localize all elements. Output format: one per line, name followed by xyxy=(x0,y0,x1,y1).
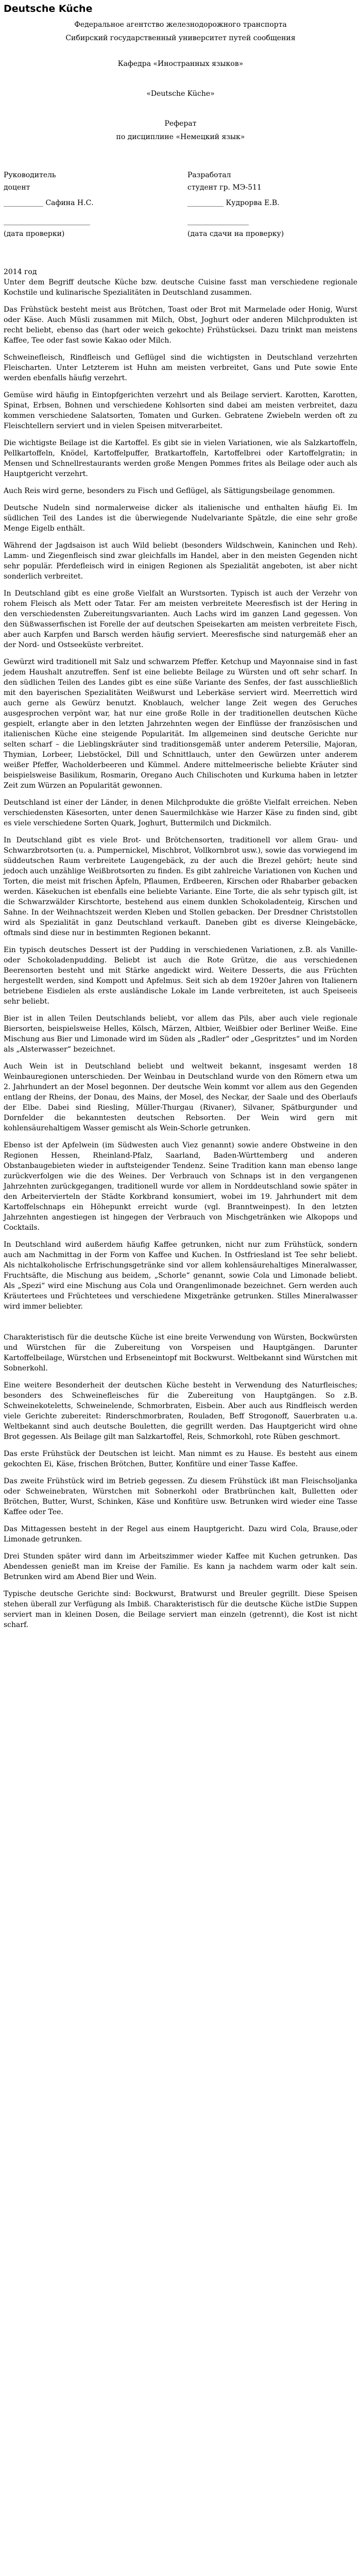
supervisor-date-note: (дата проверки) xyxy=(4,230,65,238)
supervisor-title: доцент xyxy=(4,183,30,192)
author-name: __________ Кудрорва Е.В. xyxy=(187,199,280,207)
university-line: Сибирский государственный университет путей сообщения xyxy=(65,34,296,42)
paragraph: Das zweite Frühstück wird im Betrieb gegessen. Zu diesem Frühstück ißt man Fleischsoljanka oder Schweinebraten, Würstchen mit Sobnerkohl oder Bratbrünchen kalt, Bulletten oder Brötchen, Butter, Wurst, Schinken, Käse und Konfitüre usw. Betrunken wird wieder eine Tasse Kaffee oder Tee. xyxy=(4,1477,357,1516)
paragraph: Das Mittagessen besteht in der Regel aus einem Hauptgericht. Dazu wird Cola, Brause,oder Limonade getrunken. xyxy=(4,1525,357,1544)
paragraph: Das erste Frühstück der Deutschen ist leicht. Man nimmt es zu Hause. Es besteht aus einem gekochten Ei, Käse, frischen Brötchen, Butter, Konfitüre und einer Tasse Kaffee. xyxy=(4,1450,357,1468)
supervisor-date-line: ________________________ xyxy=(4,217,90,226)
paragraph: In Deutschland gibt es eine große Vielfalt an Wurstsorten. Typisch ist auch der Verzehr von rohem Fleisch als Mett oder Tatar. Fer am meisten verbreitete Meeresfisch ist der Hering in den verschiedensten Zubereitungsvarianten. Auch Lachs wird im ganzen Land gegessen. Von den Süßwasserfischen ist Forelle der auf deutschen Speisekarten am meisten verbreitete Fisch, aber auch Karpfen und Barsch werden häufig serviert. Meeresfische sind naturgemäß eher an der Nord- und Ostseeküste verbreitet. xyxy=(4,589,357,649)
paragraph: Bier ist in allen Teilen Deutschlands beliebt, vor allem das Pils, aber auch viele regionale Biersorten, beispielsweise Helles, Kölsch, Märzen, Altbier, Weißbier oder Berliner Weiße. Eine Mischung aus Bier und Limonade wird im Süden als „Radler“ oder „Gespritztes“ und im Norden als „Alsterwasser“ bezeichnet. xyxy=(4,1014,357,1054)
author-date-note: (дата сдачи на проверку) xyxy=(187,230,284,238)
signature-block xyxy=(4,169,357,240)
paragraph: Unter dem Begriff deutsche Küche bzw. deutsche Cuisine fasst man verschiedene regionale Kochstile und kulinarische Spezialitäten in Deutschland zusammen. xyxy=(4,278,357,297)
document-title: Deutsche Küche xyxy=(4,3,93,14)
paragraph: Deutschland ist einer der Länder, in denen Milchprodukte die größte Vielfalt erreichen. Neben verschiedensten Käsesorten, unter denen Sauermilchkäse wie Harzer Käse zu finden sind, gibt es viele verschiedene Sorten Quark, Joghurt, Buttermilch und Dickmilch. xyxy=(4,799,357,827)
year-line: 2014 год xyxy=(4,268,37,276)
department-line: Кафедра «Иностранных языков» xyxy=(117,60,244,68)
discipline-line: по дисциплине «Немецкий язык» xyxy=(116,133,245,141)
work-type-line: Реферат xyxy=(164,120,197,128)
paragraph: In Deutschland wird außerdem häufig Kaffee getrunken, nicht nur zum Frühstück, sondern auch am Nachmittag in der Form von Kaffee und Kuchen. In Ostfriesland ist Tee sehr beliebt. Als nichtalkoholische Erfrischungsgetränke sind vor allem kohlensäurehaltiges Mineralwasser, Fruchtsäfte, die Mischung aus beidem, „Schorle“ genannt, sowie Cola und Limonade beliebt. Als „Spezi“ wird eine Mischung aus Cola und Orangenlimonade bezeichnet. Gern werden auch Kräutertees und Früchtetees und verschiedene Mixgetränke getrunken. Stilles Mineralwasser wird immer beliebter. xyxy=(4,1241,357,1311)
paragraph: Eine weitere Besonderheit der deutschen Küche besteht in Verwendung des Naturfleisches; besonders des Schweinefleisches für die Zubereitung von Hauptgängen. So z.B. Schweinekoteletts, Schweinelende, Schmorbraten, Eisbein. Aber auch aus Rindfleisch werden viele Gerichte zubereitet: Rinderschmorbraten, Rouladen, Beff Strogonoff, Sauerbraten u.a. Weltbekannt sind auch deutsche Bouletten, die gegrillt werden. Das Hauptgericht wird ohne Brot gegessen. Als Beilage gilt man Salzkartoffel, Reis, Schmorkohl, rote Rüben geschmort. xyxy=(4,1381,357,1441)
supervisor-role: Руководитель xyxy=(4,171,56,179)
paragraph: Gewürzt wird traditionell mit Salz und schwarzem Pfeffer. Ketchup und Mayonnaise sind in fast jedem Haushalt anzutreffen. Senf ist eine beliebte Beilage zu Würsten und oft sehr scharf. In den südlichen Teilen des Landes gibt es eine süße Variante des Senfes, der fast ausschließlich mit den bayerischen Spezialitäten Weißwurst und Leberkäse serviert wird. Meerrettich wird auch gerne als Gewürz benutzt. Knoblauch, welcher lange Zeit wegen des Geruches ausgesprochen verpönt war, hat nur eine große Rolle in der traditionellen deutschen Küche gespielt, erlangte aber in den letzten Jahrzehnten wegen der Einflüsse der französischen und italienischen Küche eine steigende Popularität. Im allgemeinen sind deutsche Gerichte nur selten scharf – die Lieblingskräuter sind traditionsgemäß unter anderem Petersilie, Majoran, Thymian, Lorbeer, Liebstöckel, Dill und Schnittlauch, unter den Gewürzen unter anderem weißer Pfeffer, Wacholderbeeren und Kümmel. Andere mittelmeerische beliebte Kräuter sind beispielsweise Basilikum, Rosmarin, Oregano Auch Chilischoten und Kurkuma haben in letzter Zeit zum Würzen an Popularität gewonnen. xyxy=(4,658,357,790)
paragraph: Die wichtigste Beilage ist die Kartoffel. Es gibt sie in vielen Variationen, wie als Salzkartoffeln, Pellkartoffeln, Knödel, Kartoffelpuffer, Bratkartoffeln, Kartoffelbrei oder Kartoffelgratin; in Mensen und Schnellrestaurants werden große Mengen Pommes frites als Beilage oder auch als Hauptgericht verzehrt. xyxy=(4,439,357,478)
author-group: студент гр. МЭ-511 xyxy=(187,183,262,192)
document-body xyxy=(4,277,357,1630)
author-date-line: _________________ xyxy=(187,217,249,226)
topic-line: «Deutsche Küche» xyxy=(146,90,215,98)
paragraph: Während der Jagdsaison ist auch Wild beliebt (besonders Wildschwein, Kaninchen und Reh). Lamm- und Ziegenfleisch sind zwar gleichfalls im Handel, aber in den meisten Gegenden nicht sehr populär. Pferdefleisch wird in einigen Regionen als Spezialität angeboten, ist aber nicht sonderlich verbreitet. xyxy=(4,541,357,581)
paragraph: Deutsche Nudeln sind normalerweise dicker als italienische und enthalten häufig Ei. Im südlichen Teil des Landes ist die überwiegende Nudelvariante Spätzle, die eine sehr große Menge Eigelb enthält. xyxy=(4,504,357,533)
supervisor-name: ___________ Сафина Н.С. xyxy=(4,199,94,207)
paragraph: Ein typisch deutsches Dessert ist der Pudding in verschiedenen Variationen, z.B. als Vanille- oder Schokoladenpudding. Beliebt ist auch die Rote Grütze, die aus verschiedenen Beerensorten besteht und mit Stärke angedickt wird. Weitere Desserts, die aus Früchten hergestellt werden, sind Kompott und Apfelmus. Seit sich ab dem 1920er Jahren von Italienern betriebene Eisdielen als erste ausländische Lokale im Lande verbreiteten, ist auch Speiseeis sehr beliebt. xyxy=(4,946,357,1006)
paragraph: Ebenso ist der Apfelwein (im Südwesten auch Viez genannt) sowie andere Obstweine in den Regionen Hessen, Rheinland-Pfalz, Saarland, Baden-Württemberg und anderen Obstanbaugebieten wieder in auftsteigender Tendenz. Seine Tradition kann man ebenso lange zurückverfolgen wie die des Weines. Der Verbrauch von Schnaps ist in den vergangenen Jahrzehnten zurückgegangen, traditionell wurde vor allem in Norddeutschland sowie später in den Arbeitervierteln der Städte Korkbrand konsumiert, wobei im 19. Jahrhundert mit dem Kartoffelschnaps ein Höhepunkt erreicht wurde (vgl. Branntweinpest). In den letzten Jahrzehnten angestiegen ist hingegen der Verbrauch von Mischgetränken wie Alkopops und Cocktails. xyxy=(4,1141,357,1232)
paragraph: Typische deutsche Gerichte sind: Bockwurst, Bratwurst und Breuler gegrillt. Diese Speisen stehen überall zur Verfügung als Imbiß. Charakteristisch für die deutsche Küche istDie Suppen serviert man in kleinen Dosen, die Beilage serviert man einzeln (getrennt), die Kost ist nicht scharf. xyxy=(4,1590,357,1629)
paragraph: Das Frühstück besteht meist aus Brötchen, Toast oder Brot mit Marmelade oder Honig, Wurst oder Käse. Auch Müsli zusammen mit Milch, Obst, Joghurt oder anderen Milchprodukten ist recht beliebt, ebenso das (hart oder weich gekochte) Frühstücksei. Dazu trinkt man meistens Kaffee, Tee oder fast sowie Kakao oder Milch. xyxy=(4,306,357,345)
paragraph: Charakteristisch für die deutsche Küche ist eine breite Verwendung von Würsten, Bockwürsten und Würstchen für die Zubereitung von Vorspeisen und Hauptgängen. Darunter Kartoffelbeilage, Würstchen und Erbseneintopf mit Bockwurst. Weltbekannt sind Würstchen mit Sobnerkohl. xyxy=(4,1333,357,1372)
paragraph: In Deutschland gibt es viele Brot- und Brötchensorten, traditionell vor allem Grau- und Schwarzbrotsorten (u. a. Pumpernickel, Mischbrot, Vollkornbrot usw.), sowie das vorwiegend im süddeutschen Raum verbreitete Laugengebäck, zu der auch die Brezel gehört; heute sind jedoch auch unzählige Weißbrotsorten zu finden. Es gibt zahlreiche Variationen von Kuchen und Torten, die meist mit frischen Äpfeln, Pflaumen, Erdbeeren, Kirschen oder Rhabarber gebacken werden. Käsekuchen ist ebenfalls eine beliebte Variante. Eine Torte, die als sehr typisch gilt, ist die Schwarzwälder Kirschtorte, bestehend aus einem dunklen Schokoladenteig, Kirschen und Sahne. In der Weihnachtszeit werden Kleben und Stollen gebacken. Der Dresdner Christstollen wird als Spezialität in ganz Deutschland verkauft. Daneben gibt es diverse Kleingebäcke, oftmals sind diese nur in bestimmten Regionen bekannt. xyxy=(4,836,357,937)
paragraph: Drei Stunden später wird dann im Arbeitszimmer wieder Kaffee mit Kuchen getrunken. Das Abendessen genießt man im Kreise der Familie. Es kann ja nachdem warm oder kalt sein. Betrunken wird am Abend Bier und Wein. xyxy=(4,1552,357,1581)
paragraph: Auch Reis wird gerne, besonders zu Fisch und Geflügel, als Sättigungsbeilage genommen. xyxy=(4,487,335,495)
agency-line: Федеральное агентство железнодорожного транспорта xyxy=(74,21,287,29)
paragraph: Auch Wein ist in Deutschland beliebt und weltweit bekannt, insgesamt werden 18 Weinbauregionen unterschieden. Der Weinbau in Deutschland wurde von den Römern etwa um 2. Jahrhundert an der Mosel begonnen. Der deutsche Wein kommt vor allem aus den Gegenden entlang der Rheins, der Donau, des Mains, der Mosel, des Neckar, der Saale und des Oberlaufs der Elbe. Dabei sind Riesling, Müller-Thurgau (Rivaner), Silvaner, Spätburgunder und Dornfelder die bekanntesten deutschen Rebsorten. Der Wein wird gern mit kohlensäurehaltigem Wasser gemischt als Wein-Schorle getrunken. xyxy=(4,1062,357,1132)
paragraph: Schweinefleisch, Rindfleisch und Geflügel sind die wichtigsten in Deutschland verzehrten Fleischarten. Unter Letzterem ist Huhn am meisten verbreitet, Gans und Pute sowie Ente werden ebenfalls häufig verzehrt. xyxy=(4,353,357,382)
author-role: Разработал xyxy=(187,171,231,179)
paragraph: Gemüse wird häufig in Eintopfgerichten verzehrt und als Beilage serviert. Karotten, Karotten, Spinat, Erbsen, Bohnen und verschiedene Kohlsorten sind dabei am meisten verbreitet, dazu kommen verschiedene Salatsorten, Tomaten und Gurken. Gebratene Zwiebeln werden oft zu Fleischtellern serviert und in vielen Speisen mitverarbeitet. xyxy=(4,391,357,430)
